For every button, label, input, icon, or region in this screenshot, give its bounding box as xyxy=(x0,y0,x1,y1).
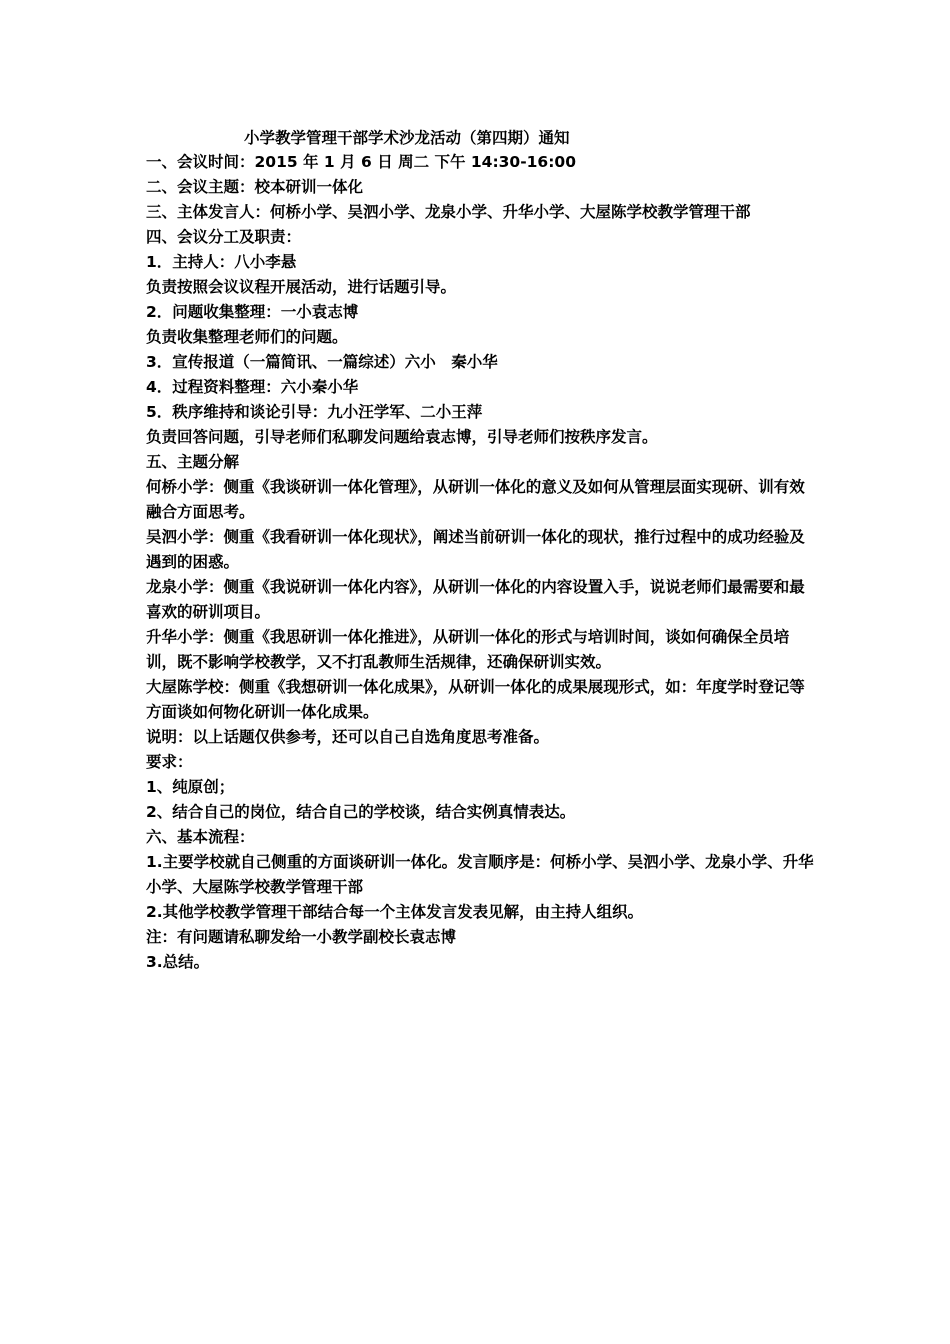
meeting-time-line: 一、会议时间：2015 年 1 月 6 日 周二 下午 14:30-16:00 xyxy=(146,153,576,171)
main-speakers-line: 三、主体发言人：何桥小学、吴泗小学、龙泉小学、升华小学、大屋陈学校教学管理干部 xyxy=(146,203,751,221)
duty-host-desc: 负责按照会议议程开展活动，进行话题引导。 xyxy=(146,278,457,296)
duty-questions-line: 2．问题收集整理：一小袁志博 xyxy=(146,303,359,321)
topic-shenghua-paragraph: 升华小学：侧重《我思研训一体化推进》，从研训一体化的形式与培训时间，谈如何确保全员培训，既不影响学校教学，又不打乱教师生活规律，还确保研训实效。 xyxy=(146,628,790,671)
section-heading-duties: 四、会议分工及职责： xyxy=(146,228,302,246)
duty-questions-desc: 负责收集整理老师们的问题。 xyxy=(146,328,348,346)
document-body xyxy=(146,126,816,975)
duty-order-line: 5．秩序维持和谈论引导：九小汪学军、二小王萍 xyxy=(146,403,483,421)
process-step-1: 1.主要学校就自己侧重的方面谈研训一体化。发言顺序是：何桥小学、吴泗小学、龙泉小学、升华小学、大屋陈学校教学管理干部 xyxy=(146,853,814,896)
topic-wusi-paragraph: 吴泗小学：侧重《我看研训一体化现状》，阐述当前研训一体化的现状，推行过程中的成功经验及遇到的困惑。 xyxy=(146,528,805,571)
section-heading-topics: 五、主题分解 xyxy=(146,453,240,471)
process-step-3: 3.总结。 xyxy=(146,953,210,971)
requirement-item-1: 1、纯原创； xyxy=(146,778,235,796)
topic-heqiao-paragraph: 何桥小学：侧重《我谈研训一体化管理》，从研训一体化的意义及如何从管理层面实现研、训有效融合方面思考。 xyxy=(146,478,805,521)
section-heading-process: 六、基本流程： xyxy=(146,828,255,846)
duty-publicity-line: 3．宣传报道（一篇简讯、一篇综述）六小 秦小华 xyxy=(146,353,498,371)
document-title: 小学教学管理干部学术沙龙活动（第四期）通知 xyxy=(244,129,570,147)
topic-longquan-paragraph: 龙泉小学：侧重《我说研训一体化内容》，从研训一体化的内容设置入手，说说老师们最需要和最喜欢的研训项目。 xyxy=(146,578,805,621)
process-note-line: 注：有问题请私聊发给一小教学副校长袁志博 xyxy=(146,928,457,946)
topics-note-line: 说明：以上话题仅供参考，还可以自己自选角度思考准备。 xyxy=(146,728,550,746)
requirements-heading: 要求： xyxy=(146,753,193,771)
process-step-2: 2.其他学校教学管理干部结合每一个主体发言发表见解，由主持人组织。 xyxy=(146,903,644,921)
requirement-item-2: 2、结合自己的岗位，结合自己的学校谈，结合实例真情表达。 xyxy=(146,803,576,821)
topic-dawuchen-paragraph: 大屋陈学校：侧重《我想研训一体化成果》，从研训一体化的成果展现形式，如：年度学时登记等方面谈如何物化研训一体化成果。 xyxy=(146,678,805,721)
duty-records-line: 4．过程资料整理：六小秦小华 xyxy=(146,378,359,396)
duty-host-line: 1．主持人：八小李悬 xyxy=(146,253,297,271)
meeting-theme-line: 二、会议主题：校本研训一体化 xyxy=(146,178,364,196)
duty-order-desc: 负责回答问题，引导老师们私聊发问题给袁志博，引导老师们按秩序发言。 xyxy=(146,428,658,446)
